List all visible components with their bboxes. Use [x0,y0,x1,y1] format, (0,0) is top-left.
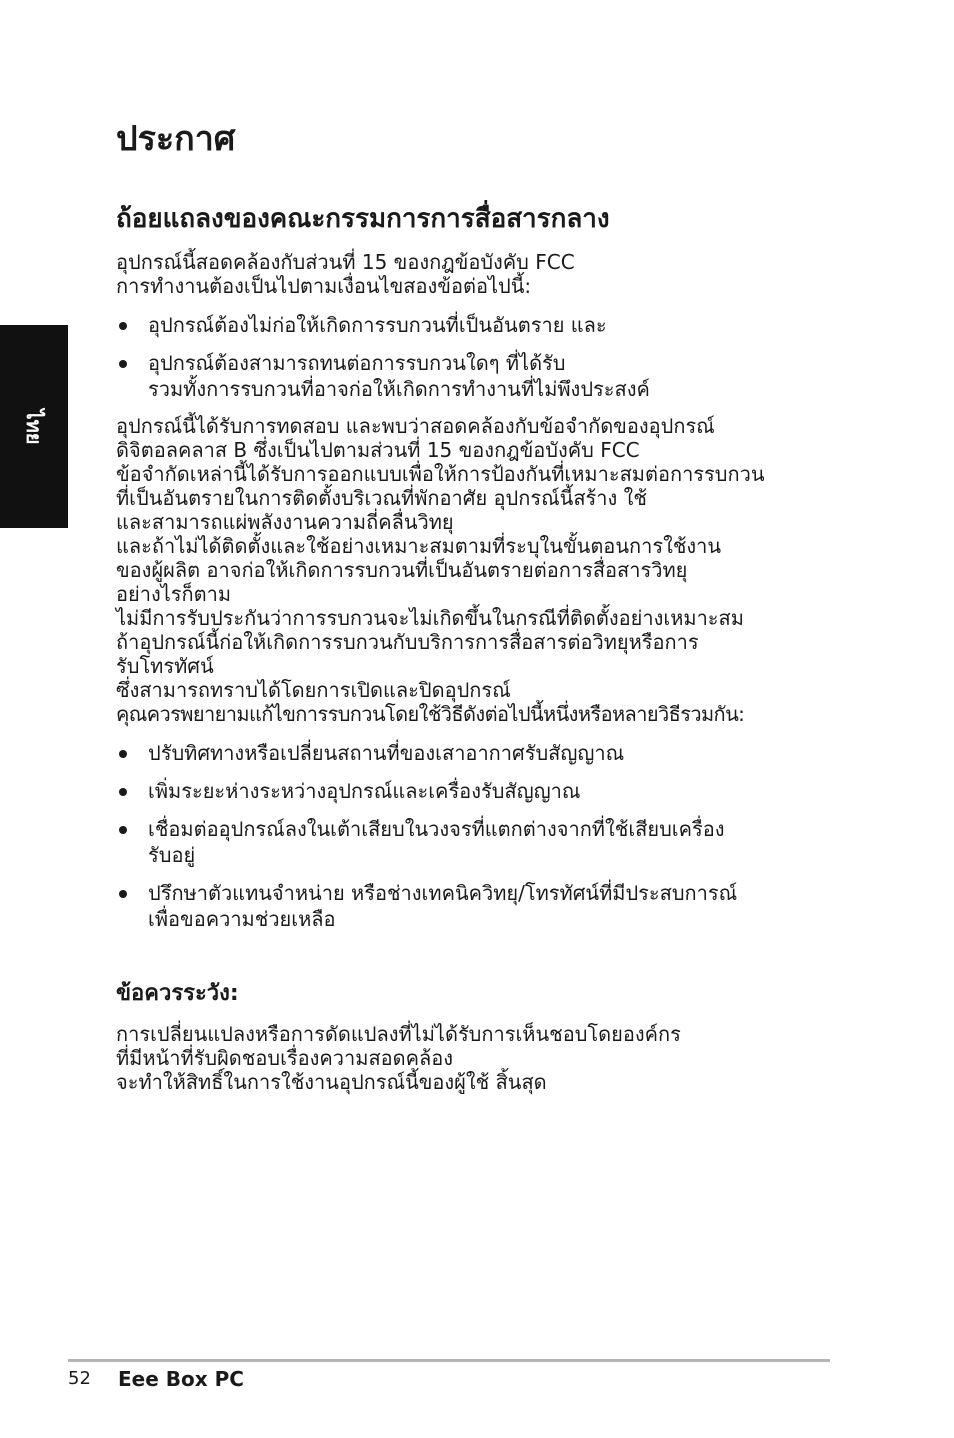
intro-paragraph [116,250,836,298]
body-line: อย่างไรก็ตาม [116,582,232,606]
list-item-line: รับอยู่ [148,843,196,867]
footer-divider [68,1359,830,1362]
body-line: ที่เป็นอันตรายในการติดตั้งบริเวณที่พักอาศัย อุปกรณ์นี้สร้าง ใช้ [116,486,647,510]
caution-line: ที่มีหน้าที่รับผิดชอบเรื่องความสอดคล้อง [116,1046,454,1070]
list-item-line: อุปกรณ์ต้องสามารถทนต่อการรบกวนใดๆ ที่ได้รับ [148,351,566,375]
body-line: คุณควรพยายามแก้ไขการรบกวนโดยใช้วิธีดังต่อไปนี้หนึ่งหรือหลายวิธีรวมกัน: [116,702,745,726]
language-tab-label: ไทย [22,409,46,444]
body-line: ข้อจำกัดเหล่านี้ได้รับการออกแบบเพื่อให้การป้องกันที่เหมาะสมต่อการรบกวน [116,462,765,486]
intro-line: อุปกรณ์นี้สอดคล้องกับส่วนที่ 15 ของกฎข้อบังคับ FCC [116,250,575,274]
list-item [116,880,836,932]
list-item-line: ปรับทิศทางหรือเปลี่ยนสถานที่ของเสาอากาศรับสัญญาณ [148,741,625,765]
list-item [116,350,836,402]
conditions-list [116,312,836,402]
body-line: และถ้าไม่ได้ติดตั้งและใช้อย่างเหมาะสมตามที่ระบุในขั้นตอนการใช้งาน [116,534,722,558]
page-title: ประกาศ [116,119,236,159]
product-name: Eee Box PC [118,1367,244,1391]
body-line: ของผู้ผลิต อาจก่อให้เกิดการรบกวนที่เป็นอันตรายต่อการสื่อสารวิทยุ [116,558,688,582]
remedies-list [116,740,836,932]
body-line: ไม่มีการรับประกันว่าการรบกวนจะไม่เกิดขึ้นในกรณีที่ติดตั้งอย่างเหมาะสม [116,606,744,630]
body-line: ดิจิตอลคลาส B ซึ่งเป็นไปตามส่วนที่ 15 ของกฎข้อบังคับ FCC [116,438,640,462]
list-item-line: อุปกรณ์ต้องไม่ก่อให้เกิดการรบกวนที่เป็นอันตราย และ [148,313,607,337]
list-item [116,740,836,766]
list-item [116,312,836,338]
language-tab [0,325,68,528]
body-line: ถ้าอุปกรณ์นี้ก่อให้เกิดการรบกวนกับบริการการสื่อสารต่อวิทยุหรือการ [116,630,699,654]
list-item-line: เพิ่มระยะห่างระหว่างอุปกรณ์และเครื่องรับสัญญาณ [148,779,581,803]
body-line: รับโทรทัศน์ [116,654,214,678]
list-item-line: เพื่อขอความช่วยเหลือ [148,907,336,931]
body-line: ซึ่งสามารถทราบได้โดยการเปิดและปิดอุปกรณ์ [116,678,511,702]
body-line: และสามารถแผ่พลังงานความถี่คลื่นวิทยุ [116,510,454,534]
body-line: อุปกรณ์นี้ได้รับการทดสอบ และพบว่าสอดคล้องกับข้อจำกัดของอุปกรณ์ [116,414,715,438]
section-title: ถ้อยแถลงของคณะกรรมการการสื่อสารกลาง [116,204,610,234]
caution-heading: ข้อควรระวัง: [116,981,239,1006]
page-number: 52 [68,1368,91,1389]
list-item-line: รวมทั้งการรบกวนที่อาจก่อให้เกิดการทำงานที่ไม่พึงประสงค์ [148,377,650,401]
notice-content [116,110,836,1094]
caution-line: การเปลี่ยนแปลงหรือการดัดแปลงที่ไม่ได้รับการเห็นชอบโดยองค์กร [116,1022,681,1046]
caution-line: จะทำให้สิทธิ์ในการใช้งานอุปกรณ์นี้ของผู้ใช้ สิ้นสุด [116,1070,547,1094]
list-item-line: ปรึกษาตัวแทนจำหน่าย หรือช่างเทคนิควิทยุ/โทรทัศน์ที่มีประสบการณ์ [148,881,738,905]
list-item-line: เชื่อมต่ออุปกรณ์ลงในเต้าเสียบในวงจรที่แตกต่างจากที่ใช้เสียบเครื่อง [148,817,725,841]
caution-paragraph [116,1022,836,1094]
list-item [116,778,836,804]
intro-line: การทำงานต้องเป็นไปตามเงื่อนไขสองข้อต่อไปนี้: [116,274,532,298]
list-item [116,816,836,868]
body-paragraph [116,414,836,726]
